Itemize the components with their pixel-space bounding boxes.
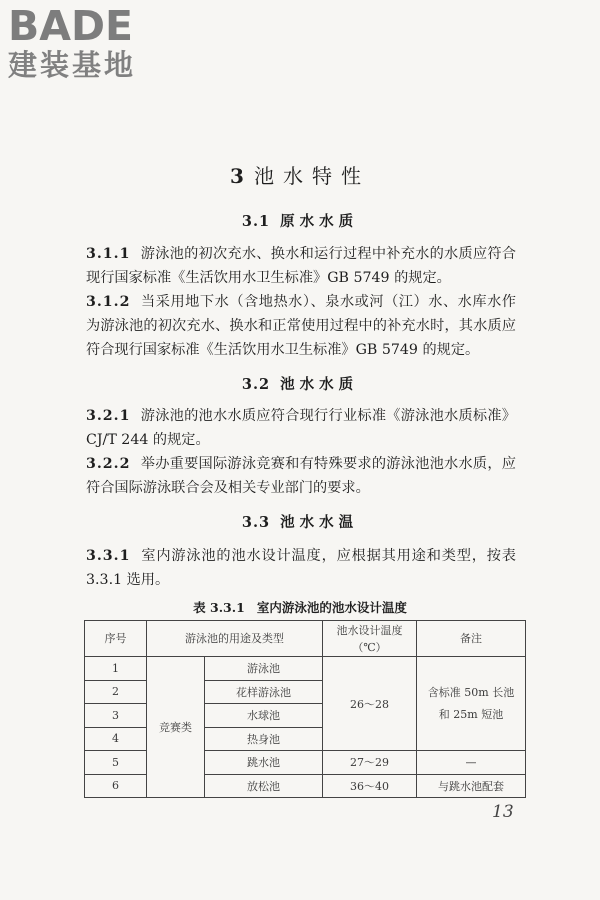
table-caption-title: 室内游泳池的池水设计温度: [256, 600, 407, 615]
cell-remark: [417, 657, 526, 751]
header-temp-line1: 池水设计温度: [336, 623, 403, 637]
remark-line2: 和 25m 短池: [438, 707, 504, 721]
clause-number: 3.2.2: [86, 456, 131, 472]
cell-category: 竞赛类: [147, 657, 205, 798]
clause-text: 当采用地下水（含地热水）、泉水或河（江）水、水库水作为游泳池的初次充水、换水和正常使用过程中的补充水时，其水质应符合现行国家标准《生活饮用水卫生标准》GB 5749 的规定。: [86, 294, 516, 358]
cell-seq: 5: [85, 751, 147, 775]
clause-3-1-2: [86, 290, 516, 362]
cell-seq: 2: [85, 680, 147, 704]
table-row: [85, 657, 526, 681]
remark-line1: 含标准 50m 长池: [427, 685, 515, 699]
section-number: 3.2: [241, 376, 271, 393]
header-temp-line2: （℃）: [352, 640, 387, 654]
header-usage: 游泳池的用途及类型: [147, 621, 323, 657]
chapter-number: 3: [230, 164, 244, 188]
clause-3-1-1: [86, 242, 516, 290]
page-number: 13: [492, 802, 514, 822]
header-temp: [323, 621, 417, 657]
clause-3-3-1: [86, 544, 516, 592]
section-title: 原水水质: [280, 213, 359, 230]
clause-number: 3.2.1: [86, 408, 131, 424]
cell-type: 游泳池: [205, 657, 323, 681]
table-caption: [0, 598, 600, 616]
table-caption-number: 表 3.3.1: [193, 600, 245, 615]
logo-wordmark: BADE: [8, 2, 134, 50]
header-seq: 序号: [85, 621, 147, 657]
table-header-row: [85, 621, 526, 657]
cell-seq: 4: [85, 727, 147, 751]
cell-type: 跳水池: [205, 751, 323, 775]
cell-temp: 26～28: [323, 657, 417, 751]
clause-text: 游泳池的初次充水、换水和运行过程中补充水的水质应符合现行国家标准《生活饮用水卫生标准》GB 5749 的规定。: [86, 246, 516, 286]
section-title: 池水水温: [280, 514, 359, 531]
cell-remark: —: [417, 751, 526, 775]
logo-subtitle: 建装基地: [8, 48, 137, 82]
clause-text: 室内游泳池的池水设计温度，应根据其用途和类型，按表 3.3.1 选用。: [86, 548, 516, 588]
section-number: 3.3: [241, 514, 271, 531]
chapter-heading: [0, 160, 600, 189]
cell-type: 放松池: [205, 774, 323, 798]
section-heading-3-2: [0, 373, 600, 394]
clause-3-2-1: [86, 404, 516, 452]
cell-seq: 3: [85, 704, 147, 728]
cell-seq: 6: [85, 774, 147, 798]
section-heading-3-3: [0, 511, 600, 532]
clause-number: 3.1.2: [86, 294, 131, 310]
clause-3-2-2: [86, 452, 516, 500]
cell-seq: 1: [85, 657, 147, 681]
section-heading-3-1: [0, 210, 600, 231]
section-number: 3.1: [241, 213, 271, 230]
clause-number: 3.1.1: [86, 246, 131, 262]
publisher-logo: [8, 4, 178, 82]
clause-text: 游泳池的池水水质应符合现行行业标准《游泳池水质标准》CJ/T 244 的规定。: [86, 408, 516, 448]
section-title: 池水水质: [280, 376, 359, 393]
cell-remark: 与跳水池配套: [417, 774, 526, 798]
pool-temperature-table: [84, 620, 526, 798]
cell-temp: 36～40: [323, 774, 417, 798]
clause-number: 3.3.1: [86, 548, 131, 564]
chapter-title: 池水特性: [253, 164, 370, 188]
clause-text: 举办重要国际游泳竞赛和有特殊要求的游泳池池水水质，应符合国际游泳联合会及相关专业部门的要求。: [86, 456, 516, 496]
cell-type: 花样游泳池: [205, 680, 323, 704]
cell-temp: 27～29: [323, 751, 417, 775]
header-remark: 备注: [417, 621, 526, 657]
cell-type: 热身池: [205, 727, 323, 751]
cell-type: 水球池: [205, 704, 323, 728]
